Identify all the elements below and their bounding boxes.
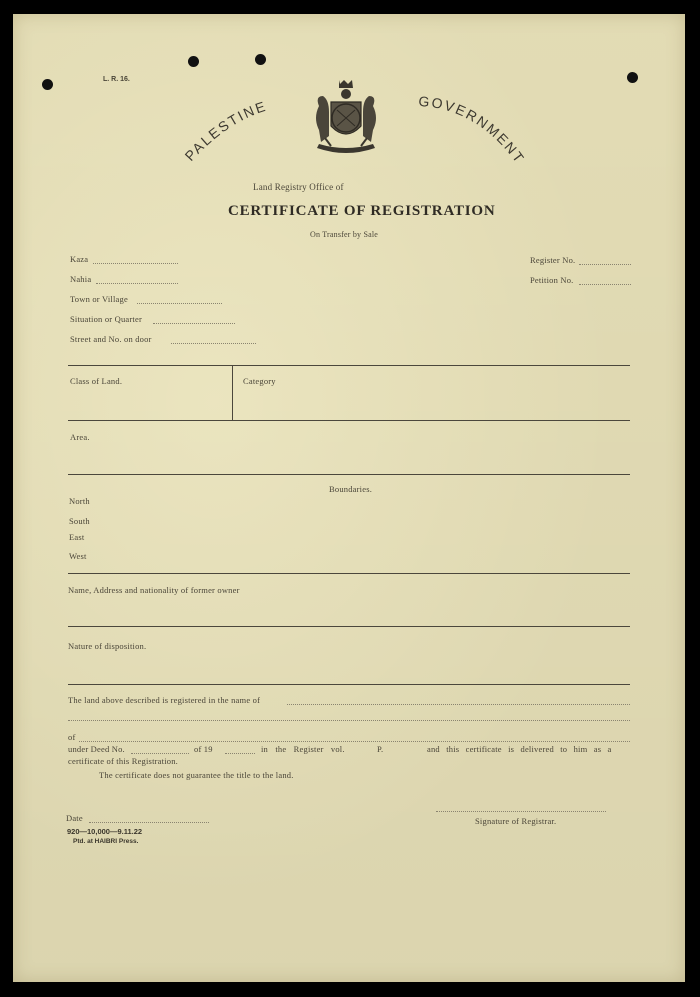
print-run-line: 920—10,000—9.11.22 [67, 827, 143, 836]
divider-line [68, 474, 630, 475]
under-deed-label: under Deed No. [68, 744, 125, 754]
divider-line [68, 420, 630, 421]
situation-field[interactable] [153, 323, 235, 324]
punch-hole [188, 56, 199, 67]
boundaries-label: Boundaries. [329, 484, 373, 494]
of-field[interactable] [79, 741, 630, 742]
registered-name-field[interactable] [287, 704, 630, 705]
divider-line [68, 573, 630, 574]
punch-hole [42, 79, 53, 90]
nahia-label: Nahia [70, 274, 92, 284]
nature-label: Nature of disposition. [68, 641, 147, 651]
kaza-field[interactable] [93, 263, 178, 264]
of-label: of [68, 732, 76, 742]
west-label: West [69, 551, 87, 561]
register-no-field[interactable] [579, 264, 631, 265]
printer-line: Ptd. at HAIBRI Press. [73, 838, 139, 845]
street-field[interactable] [171, 343, 256, 344]
certificate-paper [13, 14, 685, 982]
in-register-label: in the Register vol. [261, 744, 345, 754]
class-of-land-label: Class of Land. [70, 376, 123, 386]
divider-line [68, 626, 630, 627]
east-label: East [69, 532, 85, 542]
of-19-label: of 19 [194, 744, 213, 754]
coat-of-arms-icon [311, 78, 381, 158]
delivered-label: and this certificate is delivered to him as a [427, 744, 612, 754]
office-line: Land Registry Office of [253, 182, 344, 192]
north-label: North [69, 496, 90, 506]
situation-label: Situation or Quarter [70, 314, 142, 324]
town-label: Town or Village [70, 294, 128, 304]
kaza-label: Kaza [70, 254, 89, 264]
guarantee-note: The certificate does not guarantee the title to the land. [99, 770, 294, 780]
signature-label: Signature of Registrar. [475, 816, 557, 826]
signature-field[interactable] [436, 811, 606, 812]
area-label: Area. [70, 432, 90, 442]
arc-text-right: GOVERNMENT [417, 92, 529, 167]
vertical-divider [232, 365, 233, 420]
petition-no-label: Petition No. [530, 275, 574, 285]
certificate-line: certificate of this Registration. [68, 756, 178, 766]
arc-text-left: PALESTINE [181, 97, 269, 164]
former-owner-label: Name, Address and nationality of former owner [68, 585, 240, 595]
subtitle: On Transfer by Sale [310, 230, 379, 239]
street-label: Street and No. on door [70, 334, 152, 344]
deed-no-field[interactable] [131, 753, 189, 754]
divider-line [68, 684, 630, 685]
punch-hole [627, 72, 638, 83]
registered-name-label: The land above described is registered in the name of [68, 695, 261, 705]
year-field[interactable] [225, 753, 255, 754]
page-title: CERTIFICATE OF REGISTRATION [228, 203, 496, 219]
punch-hole [255, 54, 266, 65]
divider-line [68, 365, 630, 366]
registered-name-field-2[interactable] [68, 720, 630, 721]
category-label: Category [243, 376, 276, 386]
p-label: P. [377, 744, 384, 754]
date-label: Date [66, 813, 83, 823]
town-field[interactable] [137, 303, 222, 304]
register-no-label: Register No. [530, 255, 576, 265]
south-label: South [69, 516, 90, 526]
date-field[interactable] [89, 822, 209, 823]
petition-no-field[interactable] [579, 284, 631, 285]
form-code: L. R. 16. [103, 76, 130, 83]
nahia-field[interactable] [96, 283, 178, 284]
